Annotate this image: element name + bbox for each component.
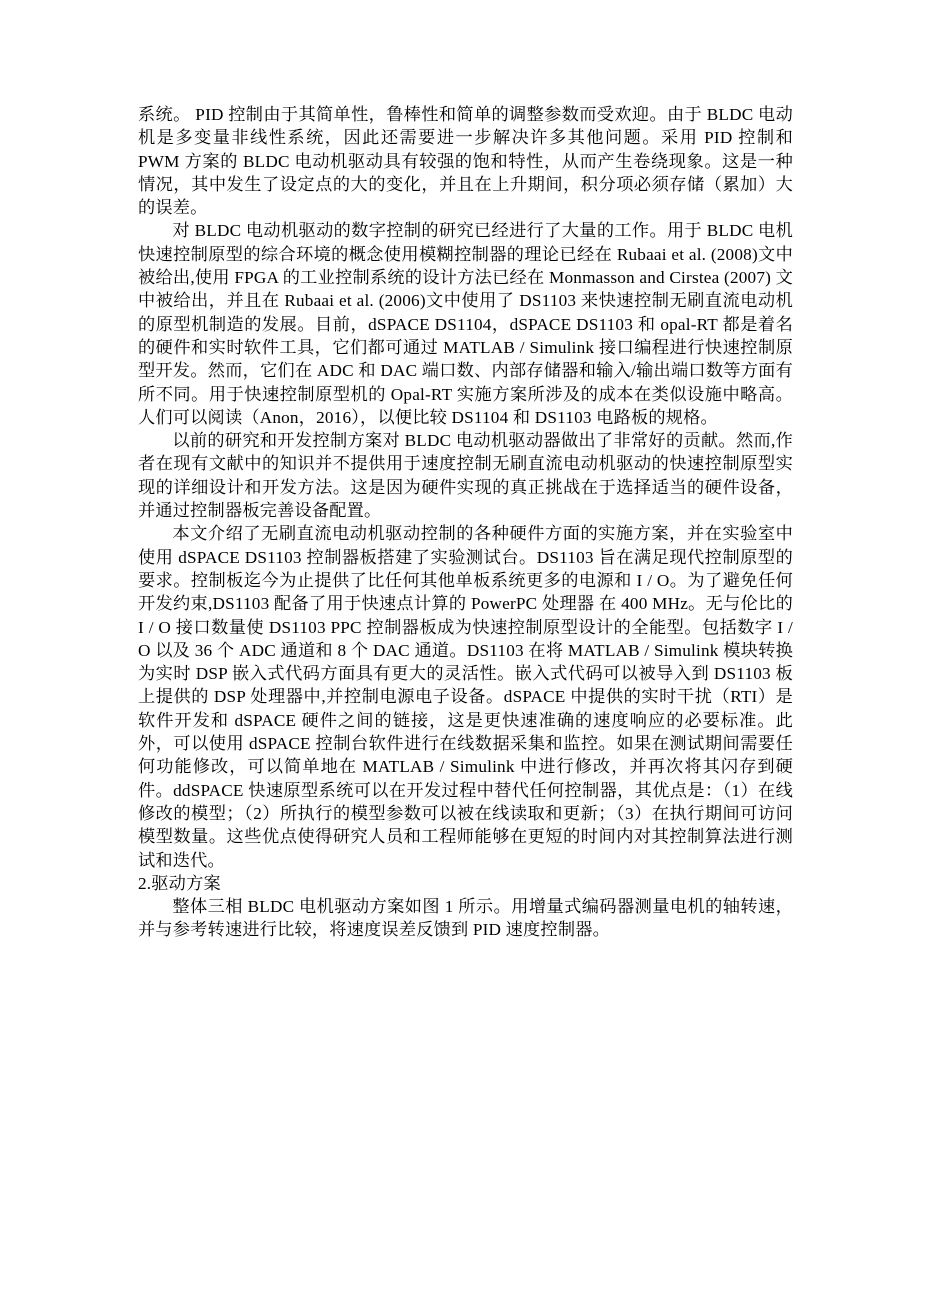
document-text-block xyxy=(138,103,793,942)
paragraph-previous-contributions: 以前的研究和开发控制方案对 BLDC 电动机驱动器做出了非常好的贡献。然而,作者在现有文献中的知识并不提供用于速度控制无刷直流电动机驱动的快速控制原型实现的详细设计和开发方法。这是因为硬件实现的真正挑战在于选择适当的硬件设备，并通过控制器板完善设备配置。 xyxy=(138,431,793,521)
paragraph-drive-scheme-description: 整体三相 BLDC 电机驱动方案如图 1 所示。用增量式编码器测量电机的轴转速，并与参考转速进行比较，将速度误差反馈到 PID 速度控制器。 xyxy=(138,897,793,940)
paragraph-paper-overview: 本文介绍了无刷直流电动机驱动控制的各种硬件方面的实施方案，并在实验室中使用 dSPACE DS1103 控制器板搭建了实验测试台。DS1103 旨在满足现代控制原型的要求。控制板迄今为止提供了比任何其他单板系统更多的电源和 I / O。为了避免任何开发约束,DS1103 配备了用于快速点计算的 PowerPC 处理器 在 400 MHz。无与伦比的 I / O 接口数量使 DS1103 PPC 控制器板成为快速控制原型设计的全能型。包括数字 I / O 以及 36 个 ADC 通道和 8 个 DAC 通道。DS1103 在将 MATLAB / Simulink 模块转换为实时 DSP 嵌入式代码方面具有更大的灵活性。嵌入式代码可以被导入到 DS1103 板上提供的 DSP 处理器中,并控制电源电子设备。dSPACE 中提供的实时干扰（RTI）是软件开发和 dSPACE 硬件之间的链接，这是更快速准确的速度响应的必要标准。此外，可以使用 dSPACE 控制台软件进行在线数据采集和监控。如果在测试期间需要任何功能修改，可以简单地在 MATLAB / Simulink 中进行修改，并再次将其闪存到硬件。ddSPACE 快速原型系统可以在开发过程中替代任何控制器，其优点是：（1）在线修改的模型；（2）所执行的模型参数可以被在线读取和更新；（3）在执行期间可访问模型数量。这些优点使得研究人员和工程师能够在更短的时间内对其控制算法进行测试和迭代。 xyxy=(138,524,793,870)
paragraph-prior-research: 对 BLDC 电动机驱动的数字控制的研究已经进行了大量的工作。用于 BLDC 电机快速控制原型的综合环境的概念使用模糊控制器的理论已经在 Rubaai et al. (2008)文中被给出,使用 FPGA 的工业控制系统的设计方法已经在 Monmasson and Cirstea (2007) 文中被给出，并且在 Rubaai et al. (2006)文中使用了 DS1103 来快速控制无刷直流电动机的原型机制造的发展。目前，dSPACE DS1104，dSPACE DS1103 和 opal-RT 都是着名的硬件和实时软件工具，它们都可通过 MATLAB / Simulink 接口编程进行快速控制原型开发。然而，它们在 ADC 和 DAC 端口数、内部存储器和输入/输出端口数等方面有所不同。用于快速控制原型机的 Opal-RT 实施方案所涉及的成本在类似设施中略高。人们可以阅读（Anon，2016），以便比较 DS1104 和 DS1103 电路板的规格。 xyxy=(138,221,793,427)
section-heading-drive-scheme: 2.驱动方案 xyxy=(138,873,221,893)
paragraph-intro-continuation: 系统。 PID 控制由于其简单性，鲁棒性和简单的调整参数而受欢迎。由于 BLDC 电动机是多变量非线性系统，因此还需要进一步解决许多其他问题。采用 PID 控制和 PWM 方案的 BLDC 电动机驱动具有较强的饱和特性，从而产生卷绕现象。这是一种情况，其中发生了设定点的大的变化，并且在上升期间，积分项必须存储（累加）大的误差。 xyxy=(138,105,793,218)
